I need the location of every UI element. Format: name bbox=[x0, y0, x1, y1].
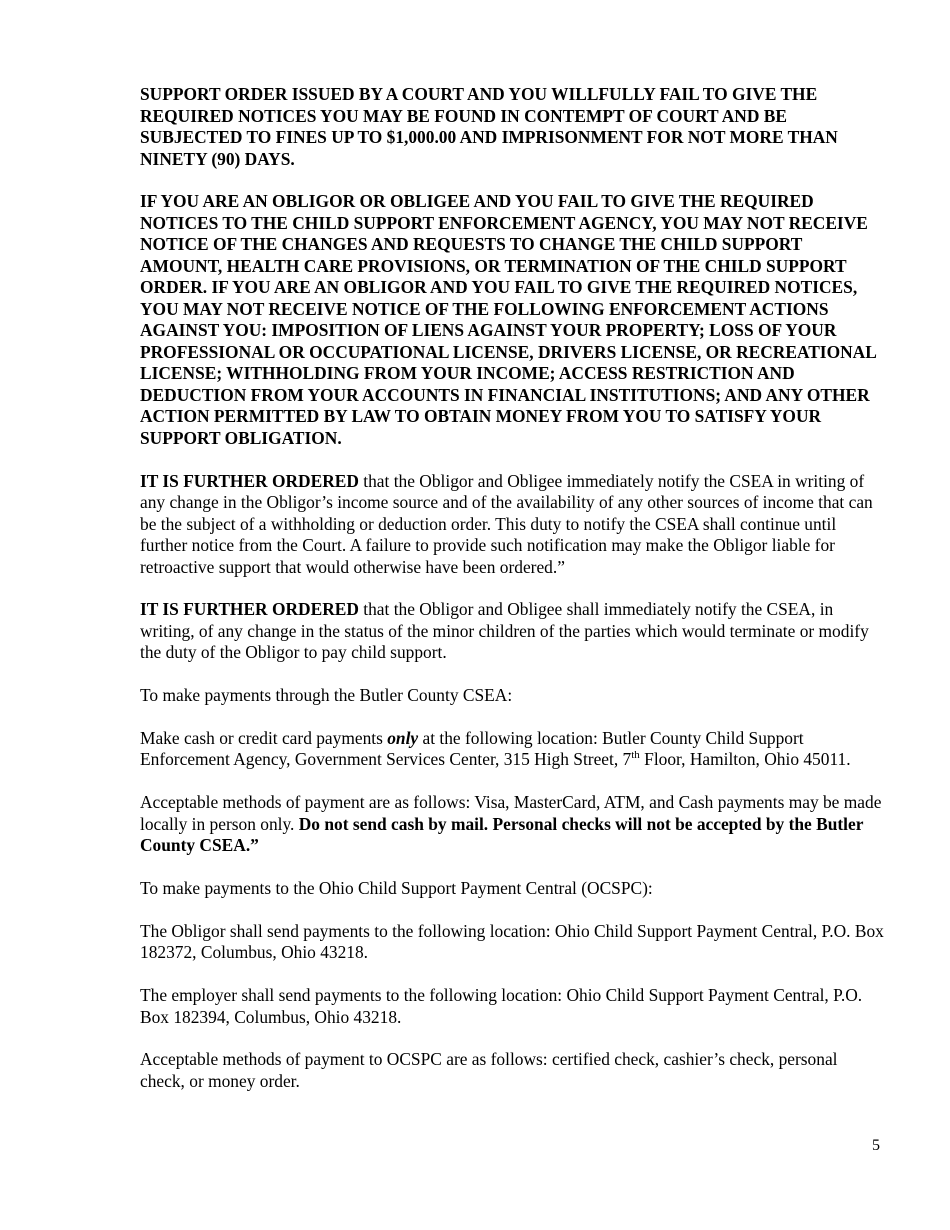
butler-payment-methods-paragraph bbox=[140, 792, 885, 857]
obligor-payment-location: The Obligor shall send payments to the following location: Ohio Child Support Payment Central, P.O. Box 182372, Columbus, Ohio 43218. bbox=[140, 920, 884, 963]
ocspc-payment-methods: Acceptable methods of payment to OCSPC are as follows: certified check, cashier’s check, personal check, or money order. bbox=[140, 1049, 838, 1091]
order-lead-text: IT IS FURTHER ORDERED bbox=[140, 599, 359, 620]
child-status-text: that the Obligor and Obligee shall immediately notify the CSEA, in writing, of any change in the status of the minor children of the parties which would terminate or modify the duty of the Obligor to pay child support. bbox=[140, 599, 869, 663]
notice-failure-warning-paragraph: IF YOU ARE AN OBLIGOR OR OBLIGEE AND YOU FAIL TO GIVE THE REQUIRED NOTICES TO THE CHILD SUPPORT ENFORCEMENT AGENCY, YOU MAY NOT RECEIVE NOTICE OF THE CHANGES AND REQUESTS TO CHANGE THE CHILD SUPPORT AMOUNT, HEALTH CARE PROVISIONS, OR TERMINATION OF THE CHILD SUPPORT ORDER. IF YOU ARE AN OBLIGOR AND YOU FAIL TO GIVE THE REQUIRED NOTICES, YOU MAY NOT RECEIVE NOTICE OF THE FOLLOWING ENFORCEMENT ACTIONS AGAINST YOU: IMPOSITION OF LIENS AGAINST YOUR PROPERTY; LOSS OF YOUR PROFESSIONAL OR OCCUPATIONAL LICENSE, DRIVERS LICENSE, OR RECREATIONAL LICENSE; WITHHOLDING FROM YOUR INCOME; ACCESS RESTRICTION AND DEDUCTION FROM YOUR ACCOUNTS IN FINANCIAL INSTITUTIONS; AND ANY OTHER ACTION PERMITTED BY LAW TO OBTAIN MONEY FROM YOU TO SATISFY YOUR SUPPORT OBLIGATION. bbox=[140, 191, 876, 448]
no-cash-warning: Do not send cash by mail. Personal checks will not be accepted by the Butler County CSEA.” bbox=[140, 813, 864, 856]
floor-superscript: th bbox=[631, 749, 640, 762]
income-notification-text: that the Obligor and Obligee immediately notify the CSEA in writing of any change in the Obligor’s income source and of the availability of any other sources of income that can be the subject of a withholding or deduction order. This duty to notify the CSEA shall continue until further notice from the Court. A failure to provide such notification may make the Obligor liable for retroactive support that would otherwise have been ordered.” bbox=[140, 470, 873, 577]
employer-payment-location: The employer shall send payments to the following location: Ohio Child Support Payment Central, P.O. Box 182394, Columbus, Ohio 43218. bbox=[140, 985, 863, 1027]
order-lead-text: IT IS FURTHER ORDERED bbox=[140, 470, 359, 491]
page-number: 5 bbox=[872, 1137, 880, 1154]
child-status-order-paragraph bbox=[140, 599, 885, 664]
ocspc-payments-intro: To make payments to the Ohio Child Support Payment Central (OCSPC): bbox=[140, 878, 653, 899]
cash-location-end: Floor, Hamilton, Ohio 45011. bbox=[639, 749, 851, 770]
document-page bbox=[140, 84, 885, 1114]
cash-pre-text: Make cash or credit card payments bbox=[140, 727, 388, 748]
only-emphasis: only bbox=[387, 727, 419, 748]
butler-cash-location-paragraph bbox=[140, 728, 885, 771]
payment-methods-text: Acceptable methods of payment are as follows: Visa, MasterCard, ATM, and Cash payments may be made locally in person only. bbox=[140, 792, 882, 834]
contempt-warning-paragraph: SUPPORT ORDER ISSUED BY A COURT AND YOU WILLFULLY FAIL TO GIVE THE REQUIRED NOTICES YOU MAY BE FOUND IN CONTEMPT OF COURT AND BE SUBJECTED TO FINES UP TO $1,000.00 AND IMPRISONMENT FOR NOT MORE THAN NINETY (90) DAYS. bbox=[140, 84, 838, 169]
butler-payments-intro: To make payments through the Butler County CSEA: bbox=[140, 685, 513, 706]
income-notification-order-paragraph bbox=[140, 471, 885, 579]
cash-location-text: at the following location: Butler County Child Support Enforcement Agency, Government Services Center, 315 High Street, 7 bbox=[140, 727, 804, 770]
